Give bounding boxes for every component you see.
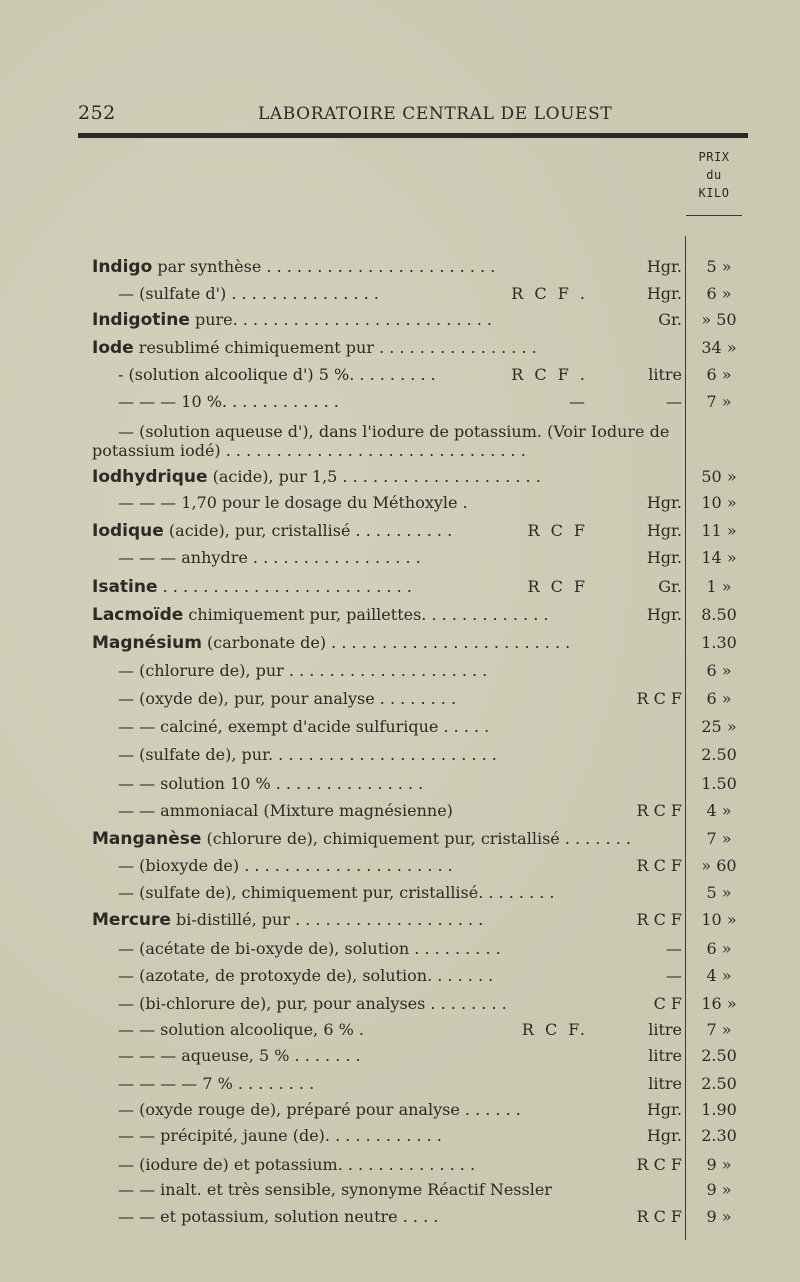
entry-unit: R C F: [636, 689, 682, 708]
entry-reference: R C F .: [511, 365, 588, 384]
entry-reference: R C F.: [521, 1020, 588, 1039]
entry-text: — (bioxyde de) . . . . . . . . . . . . . . . . . . . . .: [118, 856, 453, 875]
entry-description: [118, 662, 487, 680]
entry-description: [92, 830, 631, 848]
entry-text: — — solution alcoolique, 6 % .: [118, 1020, 364, 1039]
entry-price: 10 »: [701, 910, 737, 929]
entry-unit: litre: [648, 365, 682, 384]
entry-heading: Indigo: [92, 257, 153, 277]
entry-unit: Hgr.: [646, 493, 682, 512]
entry-price: 5 »: [706, 883, 732, 902]
entry-description: [92, 911, 483, 929]
entry-description: [118, 393, 339, 411]
entry-unit: litre: [648, 1074, 682, 1093]
price-heading-line-2: du: [706, 168, 722, 182]
entry-heading: Manganèse: [92, 829, 202, 849]
entry-text: — — — 1,70 pour le dosage du Méthoxyle .: [118, 493, 468, 512]
entry-heading: Iodique: [92, 521, 164, 541]
entry-price: 34 »: [701, 338, 737, 357]
entry-price: 4 »: [706, 801, 732, 820]
entry-unit: R C F: [636, 801, 682, 820]
entry-description: [118, 1101, 521, 1119]
entry-price: 6 »: [706, 689, 732, 708]
entry-unit: litre: [648, 1020, 682, 1039]
entry-text: — — inalt. et très sensible, synonyme Réactif Nessler: [118, 1180, 552, 1199]
entry-description: [92, 634, 570, 652]
price-heading-line-3: KILO: [698, 186, 730, 200]
entry-description: [118, 366, 436, 384]
entry-unit: Hgr.: [646, 605, 682, 624]
entry-price: 9 »: [706, 1207, 732, 1226]
entry-text: — — — — 7 % . . . . . . . .: [118, 1074, 315, 1093]
entry-price: 2.50: [701, 745, 737, 764]
price-heading-rule: [686, 215, 742, 216]
entry-text: par synthèse . . . . . . . . . . . . . . . . . . . . . . .: [157, 257, 496, 276]
entry-heading: Mercure: [92, 910, 171, 930]
entry-description: [118, 423, 669, 441]
entry-description: [118, 1127, 442, 1145]
header-rule: [78, 133, 748, 138]
entry-description: [92, 339, 537, 357]
entry-text: — — — 10 %. . . . . . . . . . . .: [118, 392, 339, 411]
entry-reference: R C F .: [511, 284, 588, 303]
entry-price: 9 »: [706, 1180, 732, 1199]
entry-unit: —: [666, 939, 682, 958]
entry-price: 1.50: [701, 774, 737, 793]
entry-text: resublimé chimiquement pur . . . . . . . . . . . . . . . .: [138, 338, 537, 357]
entry-description: [118, 884, 555, 902]
entry-price: 8.50: [701, 605, 737, 624]
entry-price: 2.50: [701, 1046, 737, 1065]
entry-description: [92, 258, 495, 276]
entry-price: » 60: [701, 856, 737, 875]
entry-price: 6 »: [706, 939, 732, 958]
entry-heading: Lacmoïde: [92, 605, 184, 625]
entry-text: — (acétate de bi-oxyde de), solution . . . . . . . . .: [118, 939, 501, 958]
entry-heading: Isatine: [92, 577, 158, 597]
entry-price: 25 »: [701, 717, 737, 736]
entry-text: (acide), pur, cristallisé . . . . . . . . . .: [168, 521, 453, 540]
entry-description: [92, 578, 412, 596]
entry-reference: R C F: [527, 577, 588, 596]
entry-text: — (oxyde de), pur, pour analyse . . . . . . . .: [118, 689, 457, 708]
entry-price: 5 »: [706, 257, 732, 276]
entry-description: [118, 746, 497, 764]
entry-unit: R C F: [636, 856, 682, 875]
entry-description: [92, 311, 492, 329]
entry-price: 2.50: [701, 1074, 737, 1093]
entry-unit: Hgr.: [646, 1100, 682, 1119]
entry-text: (acide), pur 1,5 . . . . . . . . . . . . . . . . . . . .: [212, 467, 541, 486]
entry-description: [118, 995, 507, 1013]
entry-text: (chlorure de), chimiquement pur, cristallisé . . . . . . .: [206, 829, 631, 848]
entry-description: [118, 549, 421, 567]
entry-description: [118, 494, 468, 512]
entry-text: . . . . . . . . . . . . . . . . . . . . . . . . .: [162, 577, 412, 596]
price-column-heading: [686, 148, 742, 202]
entry-price: 14 »: [701, 548, 737, 567]
page-header: [78, 100, 748, 126]
entry-heading: Iodhydrique: [92, 467, 208, 487]
entry-price: 2.30: [701, 1126, 737, 1145]
entry-text: — — ammoniacal (Mixture magnésienne): [118, 801, 453, 820]
entry-unit: Gr.: [658, 310, 682, 329]
entry-text: — — — anhydre . . . . . . . . . . . . . . . . .: [118, 548, 421, 567]
entry-text: — (chlorure de), pur . . . . . . . . . . . . . . . . . . . .: [118, 661, 488, 680]
entry-unit: Gr.: [658, 577, 682, 596]
entry-unit: C F: [653, 994, 682, 1013]
entry-price: 6 »: [706, 284, 732, 303]
entry-description: [118, 718, 489, 736]
entry-text: — (sulfate d') . . . . . . . . . . . . . . .: [118, 284, 379, 303]
entry-description: [118, 1208, 438, 1226]
entry-text: (carbonate de) . . . . . . . . . . . . . . . . . . . . . . . .: [207, 633, 571, 652]
entry-description: [118, 857, 453, 875]
entry-text: potassium iodé) . . . . . . . . . . . . . . . . . . . . . . . . . . . . . .: [92, 441, 526, 460]
entry-price: 7 »: [706, 1020, 732, 1039]
entry-text: — — précipité, jaune (de). . . . . . . . . . . .: [118, 1126, 442, 1145]
price-heading-line-1: PRIX: [698, 150, 730, 164]
entry-description: [92, 522, 452, 540]
entry-description: [92, 606, 548, 624]
entry-reference: R C F: [527, 521, 588, 540]
entry-price: 9 »: [706, 1155, 732, 1174]
entry-price: 1 »: [706, 577, 732, 596]
entry-text: pure. . . . . . . . . . . . . . . . . . . . . . . . . .: [194, 310, 492, 329]
entry-price: 6 »: [706, 661, 732, 680]
entry-text: — — solution 10 % . . . . . . . . . . . . . . .: [118, 774, 424, 793]
entry-price: 4 »: [706, 966, 732, 985]
entry-text: - (solution alcoolique d') 5 %. . . . . . . . .: [118, 365, 436, 384]
entry-unit: Hgr.: [646, 1126, 682, 1145]
entry-description: [118, 802, 453, 820]
entry-unit: R C F: [636, 1155, 682, 1174]
entry-description: [118, 775, 423, 793]
entry-unit: litre: [648, 1046, 682, 1065]
entry-unit: Hgr.: [646, 521, 682, 540]
entry-text: — (oxyde rouge de), préparé pour analyse . . . . . .: [118, 1100, 521, 1119]
entry-unit: Hgr.: [646, 257, 682, 276]
entry-description: [118, 1181, 552, 1199]
entry-description: [118, 1156, 475, 1174]
entry-text: — (sulfate de), chimiquement pur, cristallisé. . . . . . . .: [118, 883, 555, 902]
entry-text: — (solution aqueuse d'), dans l'iodure de potassium. (Voir Iodure de: [118, 422, 670, 441]
entry-description: [118, 967, 493, 985]
entry-heading: Magnésium: [92, 633, 202, 653]
entry-price: 1.90: [701, 1100, 737, 1119]
entry-text: bi-distillé, pur . . . . . . . . . . . . . . . . . . .: [176, 910, 484, 929]
entry-description: [92, 442, 526, 460]
running-title: LABORATOIRE CENTRAL DE LOUEST: [258, 104, 613, 124]
entry-unit: Hgr.: [646, 284, 682, 303]
entry-text: — — et potassium, solution neutre . . . .: [118, 1207, 439, 1226]
entry-price: 10 »: [701, 493, 737, 512]
entry-price: 11 »: [701, 521, 737, 540]
entry-description: [118, 1047, 361, 1065]
entry-text: — (iodure de) et potassium. . . . . . . . . . . . . .: [118, 1155, 476, 1174]
entry-description: [118, 1075, 314, 1093]
price-column-divider: [685, 236, 686, 1240]
entry-price: 7 »: [706, 392, 732, 411]
entry-text: — — calciné, exempt d'acide sulfurique . . . . .: [118, 717, 490, 736]
entry-heading: Iode: [92, 338, 134, 358]
entry-unit: —: [666, 966, 682, 985]
entry-reference: —: [569, 392, 588, 411]
entry-text: — (sulfate de), pur. . . . . . . . . . . . . . . . . . . . . . .: [118, 745, 497, 764]
entry-unit: R C F: [636, 1207, 682, 1226]
entry-description: [118, 1021, 364, 1039]
entry-description: [118, 690, 456, 708]
entry-description: [118, 285, 379, 303]
entry-text: — — — aqueuse, 5 % . . . . . . .: [118, 1046, 361, 1065]
entry-unit: Hgr.: [646, 548, 682, 567]
entry-unit: R C F: [636, 910, 682, 929]
entry-price: 7 »: [706, 829, 732, 848]
page-number: 252: [78, 102, 116, 124]
entry-description: [92, 468, 541, 486]
entry-price: 50 »: [701, 467, 737, 486]
entry-price: 1.30: [701, 633, 737, 652]
entry-text: — (bi-chlorure de), pur, pour analyses . . . . . . . .: [118, 994, 507, 1013]
entry-price: 16 »: [701, 994, 737, 1013]
entry-text: — (azotate, de protoxyde de), solution. . . . . . .: [118, 966, 494, 985]
entry-heading: Indigotine: [92, 310, 190, 330]
entry-text: chimiquement pur, paillettes. . . . . . . . . . . . .: [188, 605, 549, 624]
entry-price: 6 »: [706, 365, 732, 384]
entry-price: » 50: [701, 310, 737, 329]
entry-unit: —: [666, 392, 682, 411]
entry-description: [118, 940, 501, 958]
